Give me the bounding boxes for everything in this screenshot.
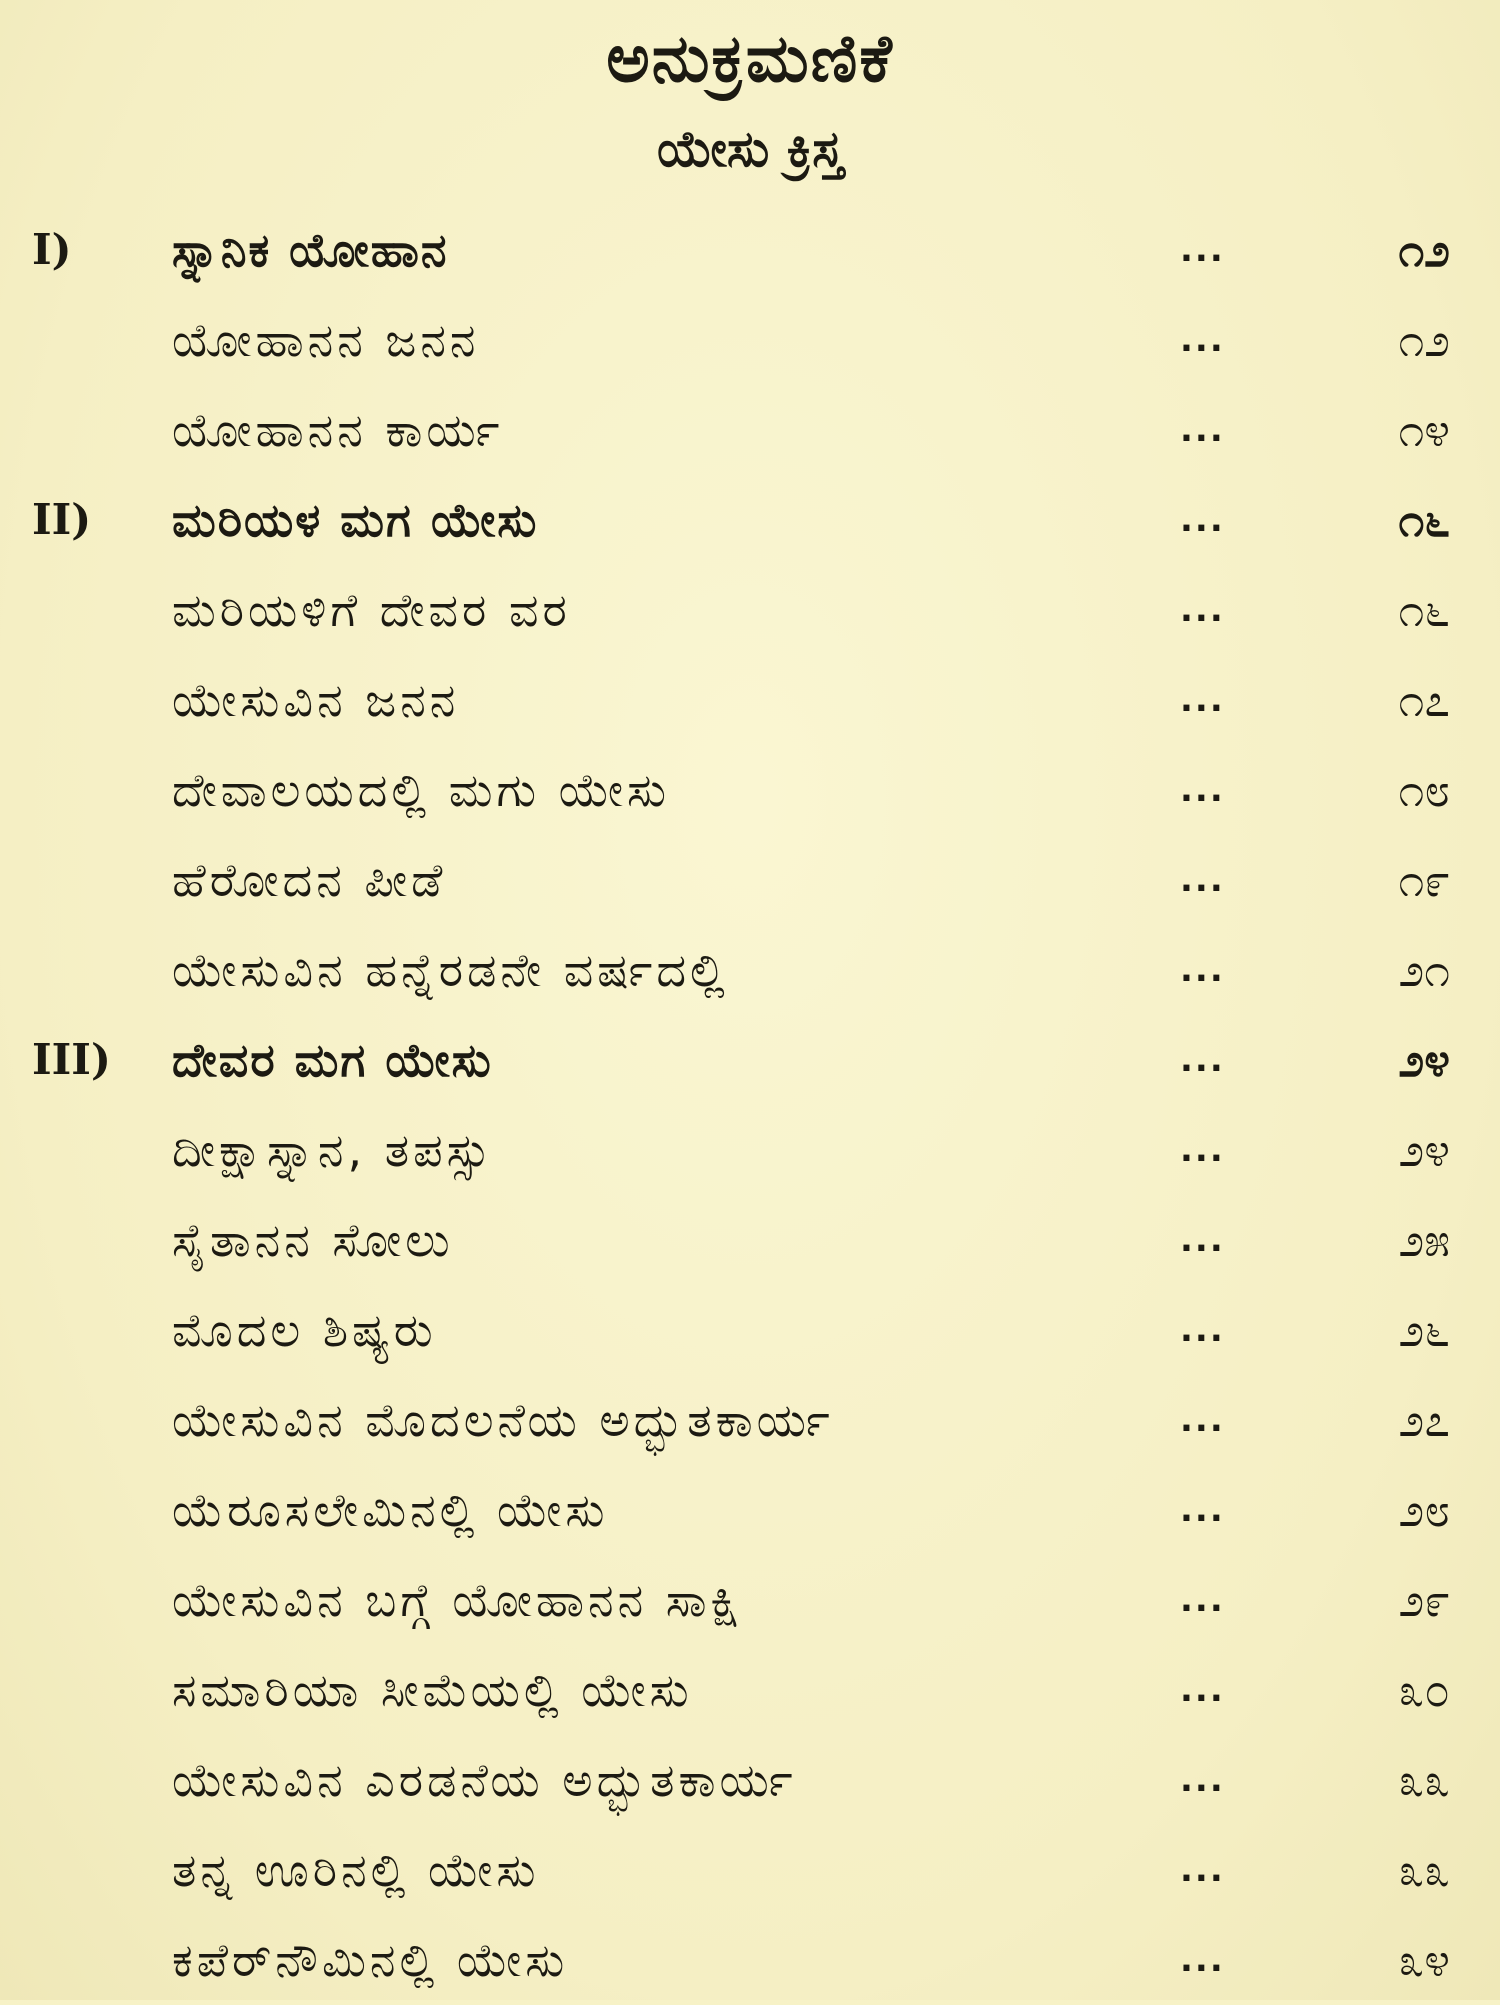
toc-entry-row — [0, 1645, 1500, 1735]
leader-dots: ... — [1180, 680, 1225, 720]
leader-dots: ... — [1180, 1040, 1225, 1080]
page-number: ೧೭ — [1398, 673, 1450, 727]
section-number: II) — [32, 495, 92, 544]
leader-dots: ... — [1180, 1940, 1225, 1980]
leader-dots: ... — [1180, 1670, 1225, 1710]
page-number: ೧೨ — [1398, 223, 1450, 277]
leader-dots: ... — [1180, 230, 1225, 270]
section-number: III) — [32, 1035, 111, 1084]
page-subtitle: ಯೇಸು ಕ್ರಿಸ್ತ — [656, 120, 844, 178]
table-of-contents — [0, 205, 1500, 2005]
toc-entry-row — [0, 1915, 1500, 2005]
toc-section-row — [0, 205, 1500, 295]
page-number: ೨೪ — [1398, 1123, 1450, 1177]
toc-entry-row — [0, 655, 1500, 745]
section-number: I) — [32, 225, 72, 274]
page-number: ೩೪ — [1398, 1933, 1450, 1987]
entry-title: ಸೈತಾನನ ಸೋಲು — [172, 1213, 454, 1267]
leader-dots: ... — [1180, 410, 1225, 450]
entry-title: ದೇವಾಲಯದಲ್ಲಿ ಮಗು ಯೇಸು — [172, 763, 671, 817]
toc-entry-row — [0, 745, 1500, 835]
toc-section-row — [0, 1015, 1500, 1105]
entry-title: ಮರಿಯಳ ಮಗ ಯೇಸು — [172, 493, 539, 547]
entry-title: ಮೊದಲ ಶಿಷ್ಯರು — [172, 1303, 437, 1357]
toc-entry-row — [0, 565, 1500, 655]
entry-title: ಹೆರೋದನ ಪೀಡೆ — [172, 853, 447, 907]
leader-dots: ... — [1180, 1490, 1225, 1530]
page-number: ೨೯ — [1398, 1573, 1450, 1627]
entry-title: ಕಪೆರ್‌ನೌಮಿನಲ್ಲಿ ಯೇಸು — [172, 1933, 569, 1987]
toc-section-row — [0, 475, 1500, 565]
leader-dots: ... — [1180, 1310, 1225, 1350]
entry-title: ಸ್ನಾನಿಕ ಯೋಹಾನ — [172, 223, 449, 277]
entry-title: ಯೇಸುವಿನ ಹನ್ನೆರಡನೇ ವರ್ಷದಲ್ಲಿ — [172, 943, 729, 997]
page-number: ೧೮ — [1398, 763, 1450, 817]
entry-title: ದೀಕ್ಷಾಸ್ನಾನ, ತಪಸ್ಸು — [172, 1123, 495, 1177]
page-number: ೧೬ — [1398, 493, 1450, 547]
leader-dots: ... — [1180, 500, 1225, 540]
leader-dots: ... — [1180, 1220, 1225, 1260]
leader-dots: ... — [1180, 590, 1225, 630]
toc-entry-row — [0, 385, 1500, 475]
toc-entry-row — [0, 1285, 1500, 1375]
entry-title: ಯೋಹಾನನ ಜನನ — [172, 313, 480, 367]
page-number: ೧೬ — [1398, 583, 1450, 637]
toc-entry-row — [0, 1465, 1500, 1555]
entry-title: ಯೋಹಾನನ ಕಾರ್ಯ — [172, 403, 504, 457]
page-number: ೨೭ — [1398, 1393, 1450, 1447]
leader-dots: ... — [1180, 1400, 1225, 1440]
leader-dots: ... — [1180, 1760, 1225, 1800]
toc-entry-row — [0, 1825, 1500, 1915]
toc-entry-row — [0, 1735, 1500, 1825]
page-number: ೩೩ — [1398, 1843, 1450, 1897]
page-number: ೩೩ — [1398, 1753, 1450, 1807]
toc-entry-row — [0, 1375, 1500, 1465]
page-title: ಅನುಕ್ರಮಣಿಕೆ — [606, 20, 894, 97]
leader-dots: ... — [1180, 320, 1225, 360]
entry-title: ಯೇಸುವಿನ ಜನನ — [172, 673, 460, 727]
page-number: ೨೧ — [1398, 943, 1450, 997]
page-number: ೨೮ — [1398, 1483, 1450, 1537]
toc-entry-row — [0, 1195, 1500, 1285]
entry-title: ಯೇಸುವಿನ ಎರಡನೆಯ ಅದ್ಭುತಕಾರ್ಯ — [172, 1753, 797, 1807]
entry-title: ಯೆರೂಸಲೇಮಿನಲ್ಲಿ ಯೇಸು — [172, 1483, 609, 1537]
entry-title: ಯೇಸುವಿನ ಮೊದಲನೆಯ ಅದ್ಭುತಕಾರ್ಯ — [172, 1393, 834, 1447]
page-number: ೨೬ — [1398, 1303, 1450, 1357]
entry-title: ಸಮಾರಿಯಾ ಸೀಮೆಯಲ್ಲಿ ಯೇಸು — [172, 1663, 693, 1717]
leader-dots: ... — [1180, 860, 1225, 900]
toc-entry-row — [0, 835, 1500, 925]
toc-entry-row — [0, 295, 1500, 385]
page-number: ೨೫ — [1398, 1213, 1450, 1267]
toc-entry-row — [0, 925, 1500, 1015]
page-number: ೨೪ — [1398, 1033, 1450, 1087]
page-number: ೧೯ — [1398, 853, 1450, 907]
page-number: ೧೪ — [1398, 403, 1450, 457]
entry-title: ತನ್ನ ಊರಿನಲ್ಲಿ ಯೇಸು — [172, 1843, 540, 1897]
entry-title: ಮರಿಯಳಿಗೆ ದೇವರ ವರ — [172, 583, 571, 637]
leader-dots: ... — [1180, 770, 1225, 810]
page-number: ೧೨ — [1398, 313, 1450, 367]
leader-dots: ... — [1180, 1580, 1225, 1620]
toc-entry-row — [0, 1555, 1500, 1645]
entry-title: ದೇವರ ಮಗ ಯೇಸು — [172, 1033, 493, 1087]
toc-entry-row — [0, 1105, 1500, 1195]
page-number: ೩೦ — [1398, 1663, 1450, 1717]
leader-dots: ... — [1180, 950, 1225, 990]
leader-dots: ... — [1180, 1850, 1225, 1890]
leader-dots: ... — [1180, 1130, 1225, 1170]
entry-title: ಯೇಸುವಿನ ಬಗ್ಗೆ ಯೋಹಾನನ ಸಾಕ್ಷಿ — [172, 1573, 744, 1627]
